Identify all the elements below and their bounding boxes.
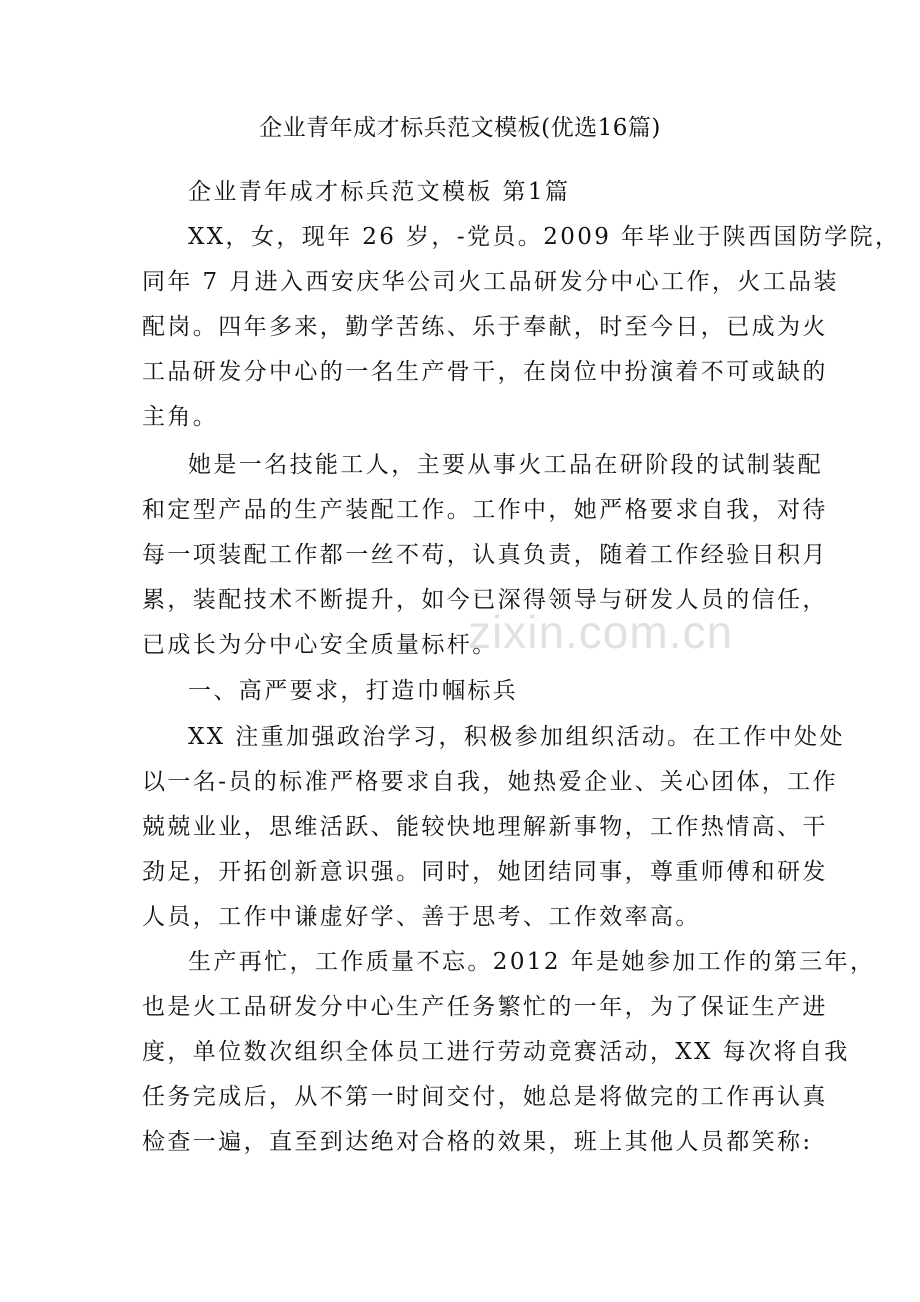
paragraph-3-line-3: 兢兢业业，思维活跃、能较快地理解新事物，工作热情高、干 (142, 814, 828, 840)
paragraph-2-line-1: 她是一名技能工人，主要从事火工品在研阶段的试制装配 (188, 452, 823, 478)
paragraph-1-line-5: 主角。 (142, 404, 219, 430)
paragraph-4-line-1: 生产再忙，工作质量不忘。2012 年是她参加工作的第三年， (188, 949, 876, 975)
paragraph-2-line-5: 已成长为分中心安全质量标杆。 (142, 632, 498, 658)
paragraph-2-line-3: 每一项装配工作都一丝不苟，认真负责，随着工作经验日积月 (142, 542, 828, 568)
paragraph-2-line-2: 和定型产品的生产装配工作。工作中，她严格要求自我，对待 (142, 497, 828, 523)
paragraph-4-line-4: 任务完成后，从不第一时间交付，她总是将做完的工作再认真 (142, 1084, 828, 1110)
paragraph-1-line-2: 同年 7 月进入西安庆华公司火工品研发分中心工作，火工品装 (142, 269, 839, 295)
paragraph-3-line-5: 人员，工作中谦虚好学、善于思考、工作效率高。 (142, 904, 701, 930)
paragraph-4-line-5: 检查一遍，直至到达绝对合格的效果，班上其他人员都笑称: (142, 1129, 813, 1155)
document-title: 企业青年成才标兵范文模板(优选16篇) (259, 115, 661, 141)
paragraph-3-line-2: 以一名-员的标准严格要求自我，她热爱企业、关心团体，工作 (142, 769, 838, 795)
watermark: zixin.com.cn (468, 606, 734, 658)
paragraph-1-line-4: 工品研发分中心的一名生产骨干，在岗位中扮演着不可或缺的 (142, 359, 828, 385)
paragraph-1-line-1: XX，女，现年 26 岁，-党员。2009 年毕业于陕西国防学院， (188, 224, 901, 250)
subheading-1: 一、高严要求，打造巾帼标兵 (188, 678, 519, 704)
paragraph-3-line-1: XX 注重加强政治学习，积极参加组织活动。在工作中处处 (188, 724, 845, 750)
paragraph-4-line-2: 也是火工品研发分中心生产任务繁忙的一年，为了保证生产进 (142, 994, 828, 1020)
paragraph-3-line-4: 劲足，开拓创新意识强。同时，她团结同事，尊重师傅和研发 (142, 859, 828, 885)
paragraph-2-line-4: 累，装配技术不断提升，如今已深得领导与研发人员的信任， (142, 587, 828, 613)
paragraph-4-line-3: 度，单位数次组织全体员工进行劳动竞赛活动，XX 每次将自我 (142, 1039, 850, 1065)
section-heading: 企业青年成才标兵范文模板 第1篇 (188, 179, 571, 205)
paragraph-1-line-3: 配岗。四年多来，勤学苦练、乐于奉献，时至今日，已成为火 (142, 314, 828, 340)
